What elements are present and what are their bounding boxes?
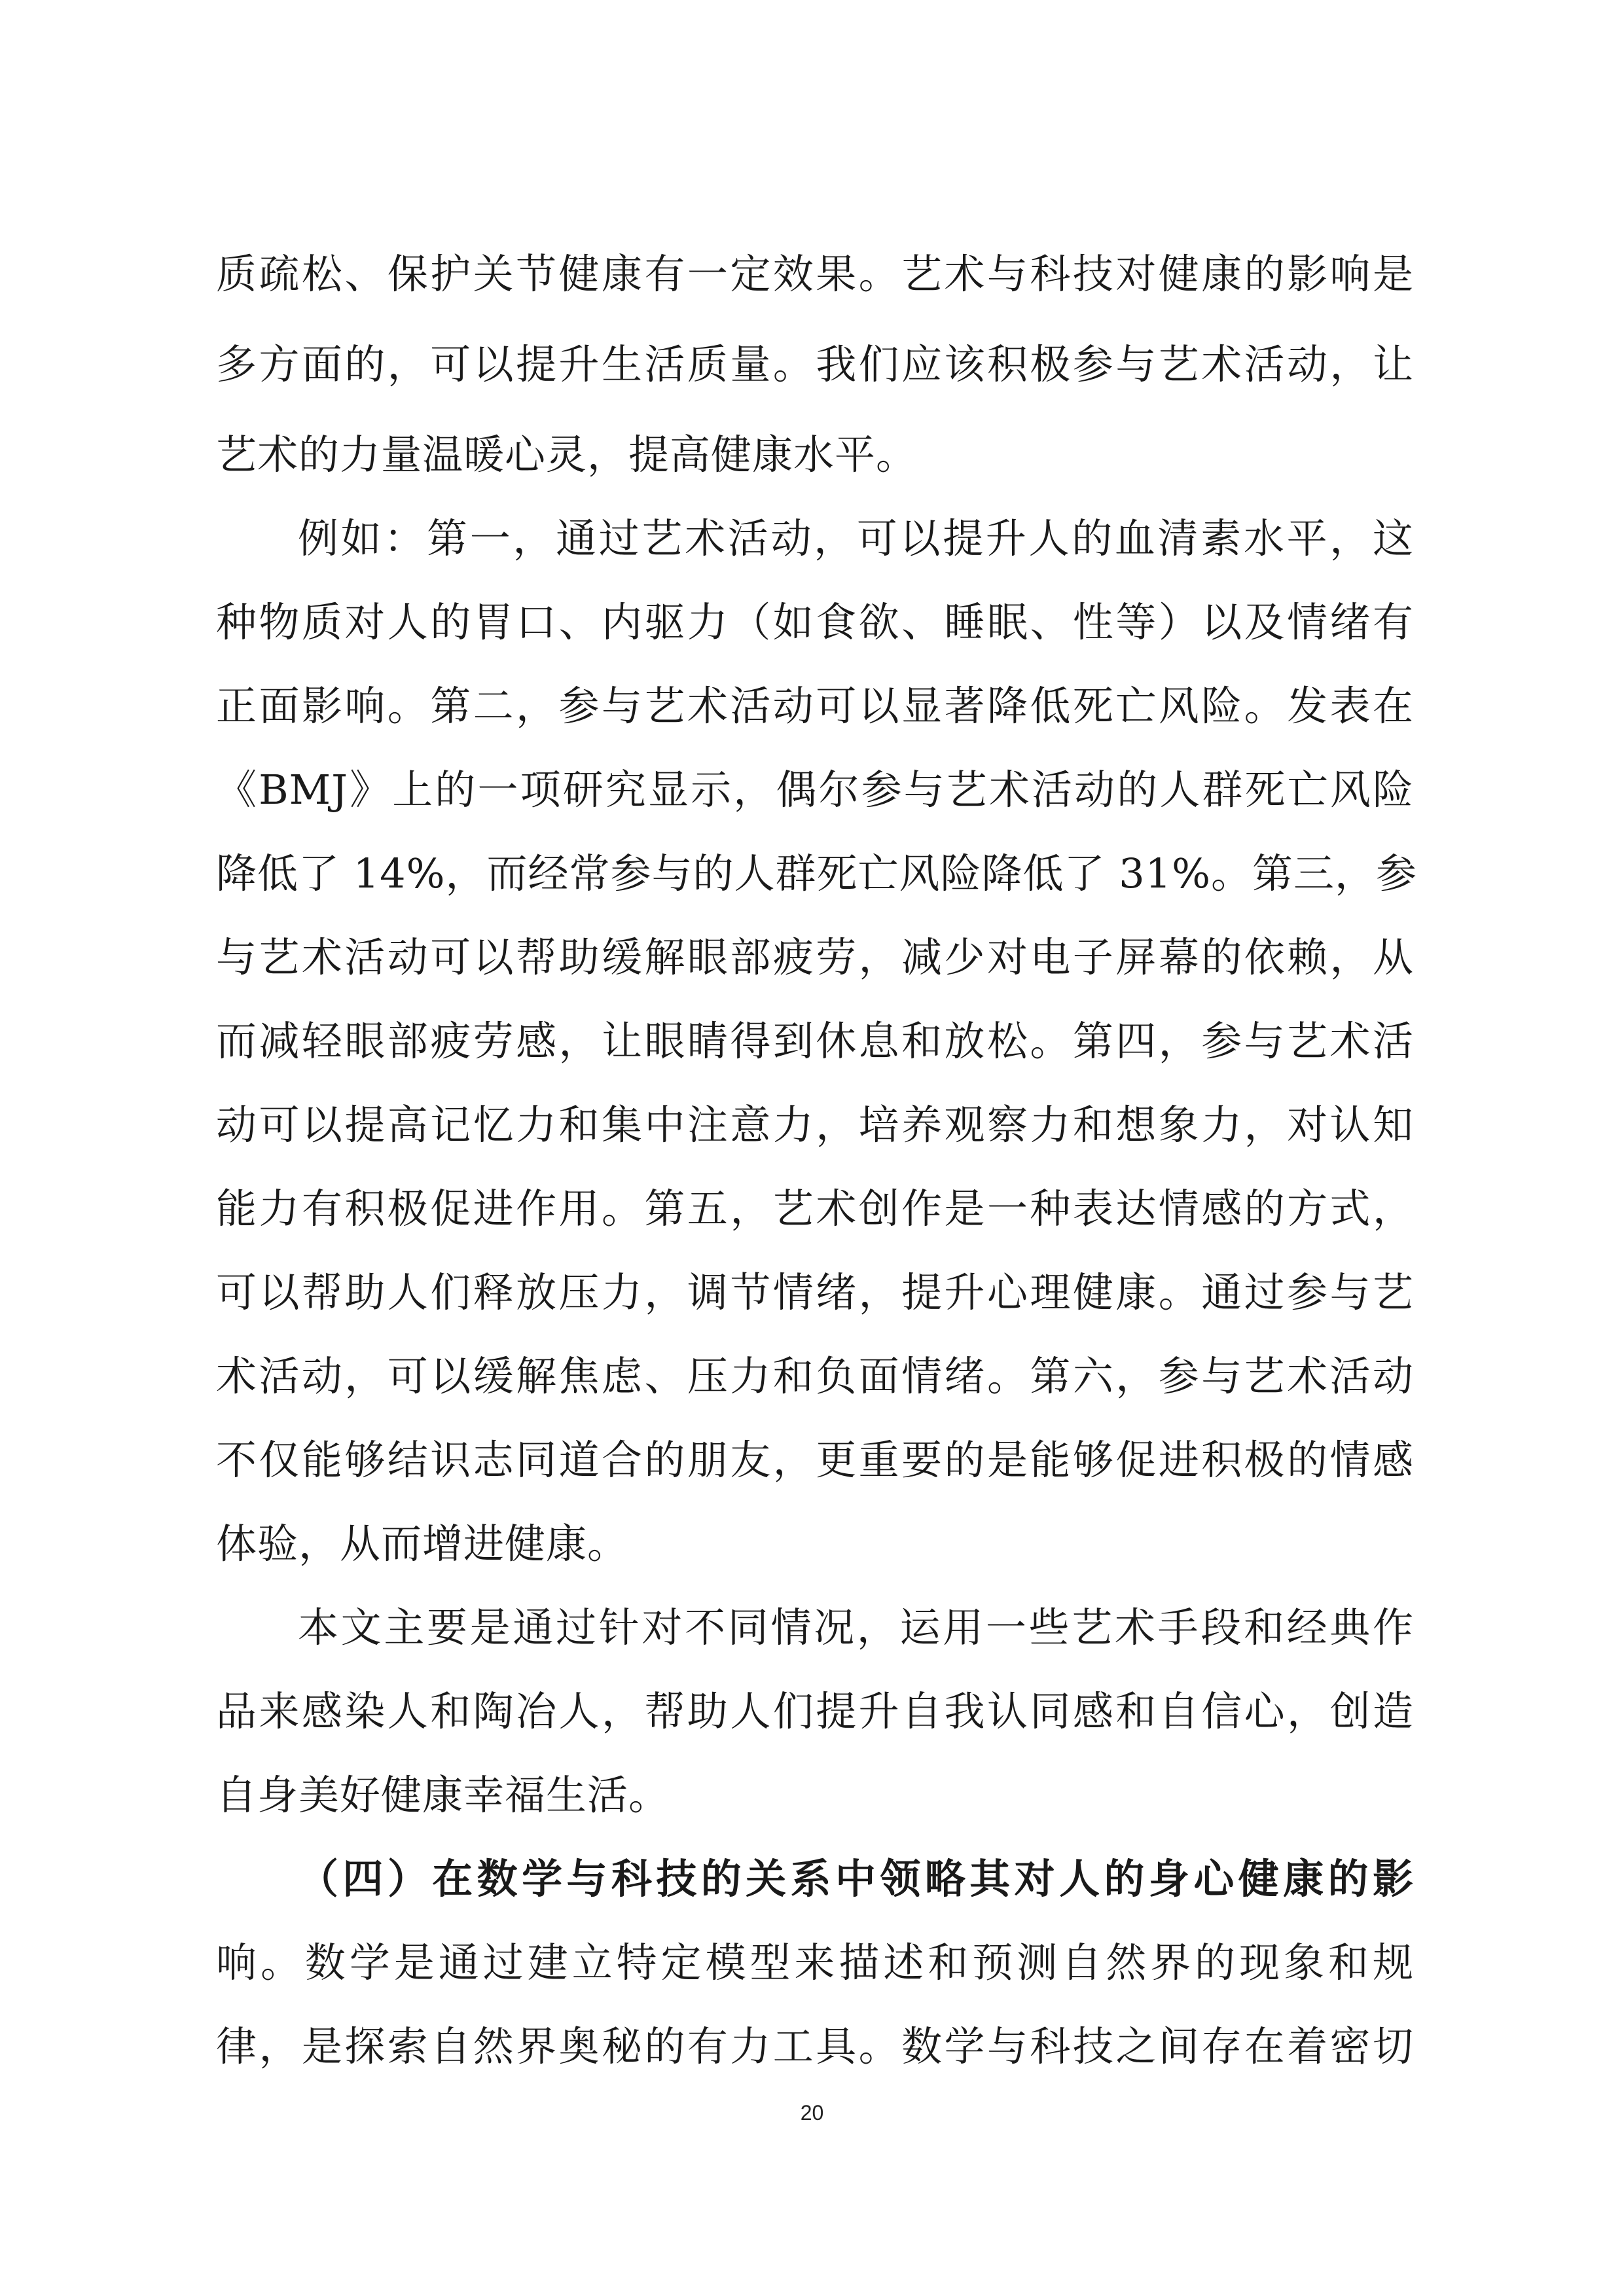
text-line: 质疏松、保护关节健康有一定效果。艺术与科技对健康的影响是 xyxy=(216,250,1414,298)
text-line: 多方面的，可以提升生活质量。我们应该积极参与艺术活动，让 xyxy=(216,340,1414,388)
text-line: 例如：第一，通过艺术活动，可以提升人的血清素水平，这 xyxy=(298,514,1414,562)
text-line: 动可以提高记忆力和集中注意力，培养观察力和想象力，对认知 xyxy=(216,1101,1414,1149)
text-line: 种物质对人的胃口、内驱力（如食欲、睡眠、性等）以及情绪有 xyxy=(216,598,1414,646)
text-line: 能力有积极促进作用。第五，艺术创作是一种表达情感的方式， xyxy=(216,1185,1414,1232)
text-line: 正面影响。第二，参与艺术活动可以显著降低死亡风险。发表在 xyxy=(216,682,1414,730)
text-line: 《BMJ》上的一项研究显示，偶尔参与艺术活动的人群死亡风险 xyxy=(216,766,1414,814)
text-line: 可以帮助人们释放压力，调节情绪，提升心理健康。通过参与艺 xyxy=(216,1268,1414,1316)
page-number: 20 xyxy=(800,2101,824,2125)
text-line: 而减轻眼部疲劳感，让眼睛得到休息和放松。第四，参与艺术活 xyxy=(216,1017,1414,1065)
section-heading: （四）在数学与科技的关系中领略其对人的身心健康的影 xyxy=(298,1855,1414,1903)
text-line: 不仅能够结识志同道合的朋友，更重要的是能够促进积极的情感 xyxy=(216,1436,1414,1484)
text-line: 本文主要是通过针对不同情况，运用一些艺术手段和经典作 xyxy=(298,1604,1414,1651)
text-line: 降低了 14%，而经常参与的人群死亡风险降低了 31%。第三，参 xyxy=(216,850,1418,897)
text-line: 自身美好健康幸福生活。 xyxy=(216,1771,670,1819)
text-line: 响。数学是通过建立特定模型来描述和预测自然界的现象和规 xyxy=(216,1939,1414,1986)
text-line: 体验，从而增进健康。 xyxy=(216,1520,629,1568)
text-line: 律，是探索自然界奥秘的有力工具。数学与科技之间存在着密切 xyxy=(216,2022,1414,2070)
text-line: 与艺术活动可以帮助缓解眼部疲劳，减少对电子屏幕的依赖，从 xyxy=(216,933,1414,981)
text-line: 术活动，可以缓解焦虑、压力和负面情绪。第六，参与艺术活动 xyxy=(216,1352,1414,1400)
text-line: 艺术的力量温暖心灵，提高健康水平。 xyxy=(216,431,918,478)
text-line: 品来感染人和陶冶人，帮助人们提升自我认同感和自信心，创造 xyxy=(216,1687,1414,1735)
